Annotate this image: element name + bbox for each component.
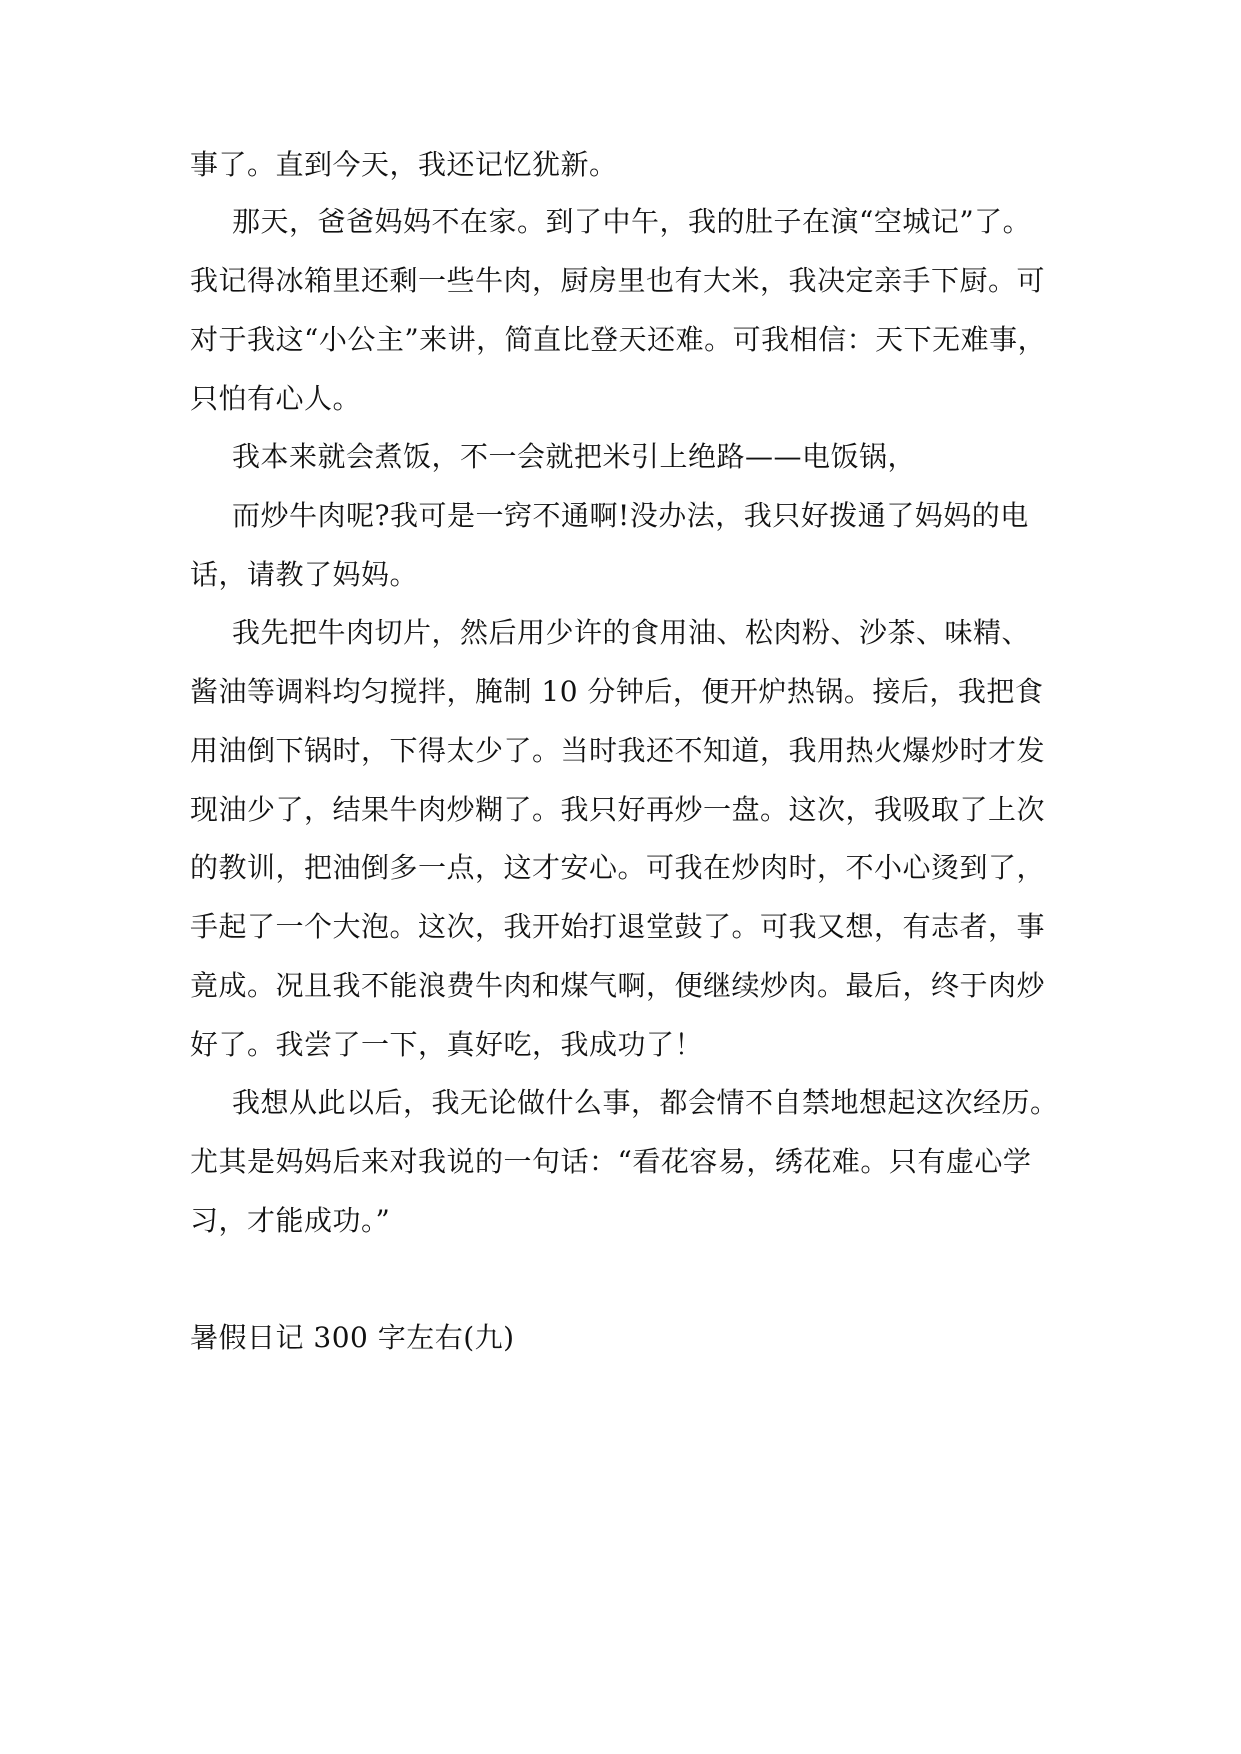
paragraph-line: 尤其是妈妈后来对我说的一句话：“看花容易，绣花难。只有虚心学 [190, 1145, 1032, 1178]
paragraph-line: 我本来就会煮饭，不一会就把米引上绝路——电饭锅， [232, 440, 917, 473]
paragraph-line: 手起了一个大泡。这次，我开始打退堂鼓了。可我又想，有志者，事 [190, 910, 1046, 943]
section-heading: 暑假日记 300 字左右(九) [190, 1321, 515, 1354]
paragraph-line: 对于我这“小公主”来讲，简直比登天还难。可我相信：天下无难事， [190, 323, 1047, 356]
paragraph-line: 我记得冰箱里还剩一些牛肉，厨房里也有大米，我决定亲手下厨。可 [190, 264, 1046, 297]
paragraph-line: 竟成。况且我不能浪费牛肉和煤气啊，便继续炒肉。最后，终于肉炒 [190, 969, 1046, 1002]
paragraph-line: 我想从此以后，我无论做什么事，都会情不自禁地想起这次经历。 [232, 1086, 1059, 1119]
paragraph-line: 那天，爸爸妈妈不在家。到了中午，我的肚子在演“空城记”了。 [232, 205, 1032, 238]
paragraph-line: 现油少了，结果牛肉炒糊了。我只好再炒一盘。这次，我吸取了上次 [190, 793, 1046, 826]
paragraph-line: 话，请教了妈妈。 [190, 558, 419, 591]
paragraph-line: 的教训，把油倒多一点，这才安心。可我在炒肉时，不小心烫到了， [190, 851, 1046, 884]
paragraph-line: 用油倒下锅时，下得太少了。当时我还不知道，我用热火爆炒时才发 [190, 734, 1046, 767]
paragraph-line: 习，才能成功。” [190, 1204, 391, 1237]
paragraph-line: 好了。我尝了一下，真好吃，我成功了！ [190, 1028, 704, 1061]
paragraph-line: 我先把牛肉切片，然后用少许的食用油、松肉粉、沙茶、味精、 [232, 616, 1031, 649]
paragraph-line: 只怕有心人。 [190, 382, 362, 415]
paragraph-line: 酱油等调料均匀搅拌，腌制 10 分钟后，便开炉热锅。接后，我把食 [190, 675, 1044, 708]
paragraph-line: 而炒牛肉呢?我可是一窍不通啊!没办法，我只好拨通了妈妈的电 [232, 499, 1029, 532]
paragraph-line: 事了。直到今天，我还记忆犹新。 [190, 148, 618, 181]
